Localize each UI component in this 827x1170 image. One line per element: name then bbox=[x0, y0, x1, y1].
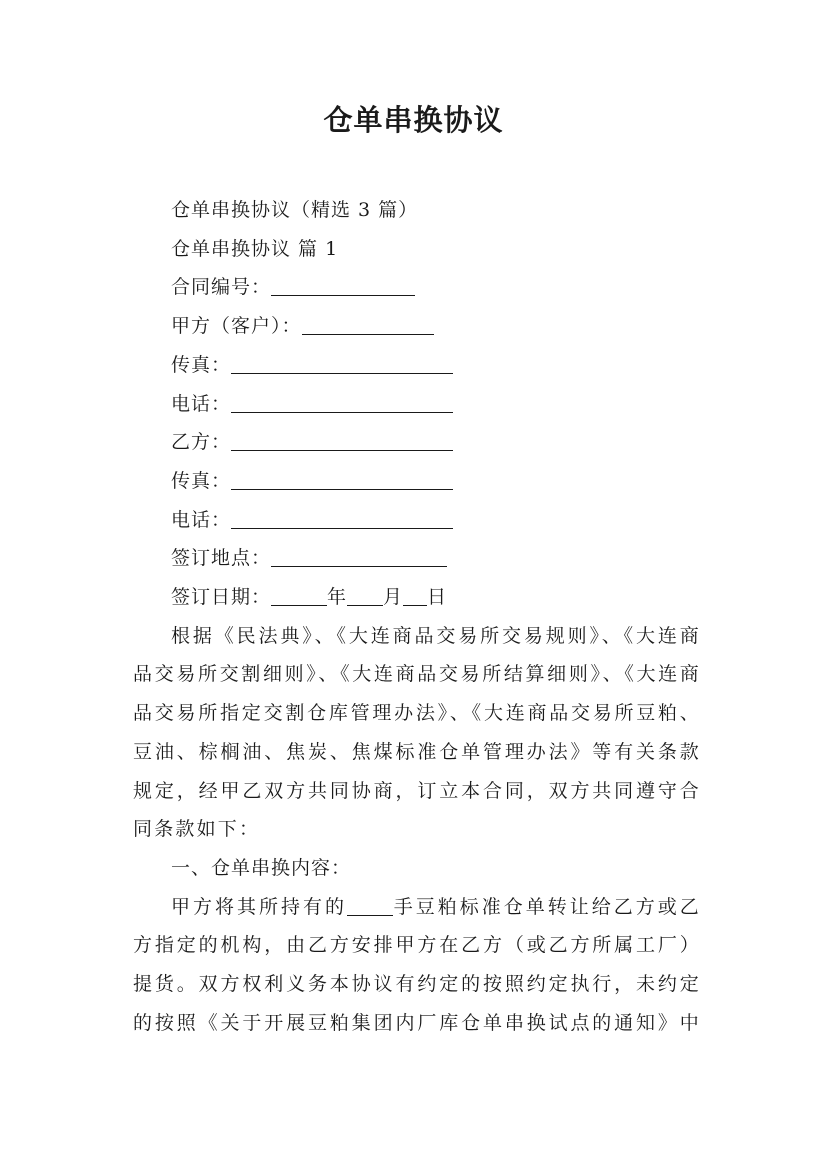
sign-month-unit: 月 bbox=[383, 586, 404, 609]
contract-number-blank bbox=[271, 276, 415, 296]
party-a-line bbox=[133, 307, 701, 346]
sign-day-unit: 日 bbox=[427, 586, 448, 609]
phone-b-blank bbox=[231, 509, 453, 529]
fax-a-blank bbox=[231, 354, 453, 374]
document-body bbox=[133, 191, 701, 1042]
sign-place-blank bbox=[271, 547, 447, 567]
subtitle-text: 仓单串换协议（精选 3 篇） bbox=[171, 199, 419, 221]
party-b-blank bbox=[231, 431, 453, 451]
article-heading-text: 仓单串换协议 篇 1 bbox=[171, 237, 339, 260]
section-one-heading-text: 一、仓单串换内容： bbox=[171, 856, 352, 879]
basis-paragraph: 根据《民法典》、《大连商品交易所交易规则》、《大连商品交易所交割细则》、《大连商品交易所结算细则》、《大连商品交易所指定交割仓库管理办法》、《大连商品交易所豆粕、豆油、棕榈油、焦炭、焦煤标准仓单管理办法》等有关条款规定，经甲乙双方共同协商，订立本合同，双方共同遵守合同条款如下： bbox=[133, 624, 701, 841]
party-b-label: 乙方： bbox=[171, 431, 232, 454]
article-heading bbox=[133, 230, 701, 269]
contract-number-label: 合同编号： bbox=[171, 276, 272, 299]
sign-day-blank bbox=[403, 586, 427, 606]
content-paragraph bbox=[133, 888, 701, 1043]
sign-date-line bbox=[133, 578, 701, 617]
phone-a-line bbox=[133, 385, 701, 424]
section-one-heading bbox=[133, 849, 701, 888]
phone-b-label: 电话： bbox=[171, 508, 232, 531]
fax-a-line bbox=[133, 346, 701, 385]
phone-a-blank bbox=[231, 393, 453, 413]
subtitle-line bbox=[133, 191, 701, 230]
fax-b-blank bbox=[231, 470, 453, 490]
document-title: 仓单串换协议 bbox=[323, 103, 504, 137]
sign-place-label: 签订地点： bbox=[171, 547, 272, 570]
contract-number-line bbox=[133, 268, 701, 307]
sign-month-blank bbox=[347, 586, 383, 606]
sign-place-line bbox=[133, 539, 701, 578]
phone-b-line bbox=[133, 501, 701, 540]
content-text-before-blank: 甲方将其所持有的 bbox=[171, 895, 347, 918]
party-b-line bbox=[133, 423, 701, 462]
sign-date-label: 签订日期： bbox=[171, 586, 272, 609]
fax-b-line bbox=[133, 462, 701, 501]
party-a-blank bbox=[302, 315, 434, 335]
party-a-label: 甲方（客户）： bbox=[171, 315, 302, 338]
content-text-after-blank: 手豆粕标准仓单转让给乙方或乙方指定的机构，由乙方安排甲方在乙方（或乙方所属工厂）提货。双方权利义务本协议有约定的按照约定执行，未约定的按照《关于开展豆粕集团内厂库仓单串换试点的通知》中 bbox=[133, 895, 701, 1034]
fax-b-label: 传真： bbox=[171, 469, 232, 492]
sign-year-blank bbox=[271, 586, 327, 606]
phone-a-label: 电话： bbox=[171, 392, 232, 415]
fax-a-label: 传真： bbox=[171, 353, 232, 376]
sign-year-unit: 年 bbox=[327, 586, 348, 609]
lot-quantity-blank bbox=[347, 896, 393, 916]
